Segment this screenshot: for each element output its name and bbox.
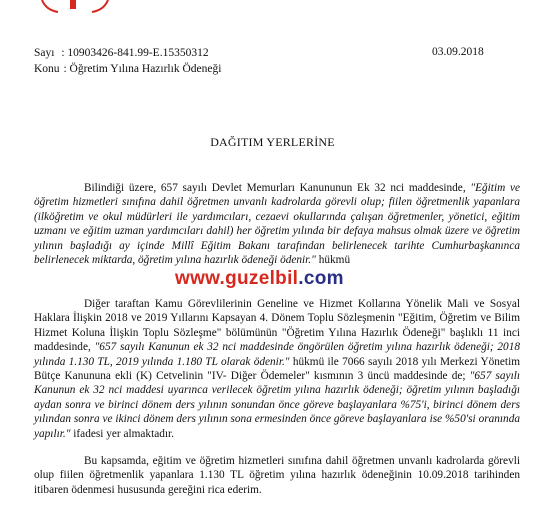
paragraph-3 [34, 454, 520, 497]
paragraph-1-lead: Bilindiği üzere, 657 sayılı Devlet Memurları Kanununun Ek 32 nci maddesinde, [84, 182, 471, 194]
paragraph-1-tail: hükmü [315, 254, 351, 267]
sayi-label: Sayı [34, 47, 55, 59]
paragraph-2-text-3: ifadesi yer almaktadır. [70, 427, 174, 440]
paragraph-2-quote-2: "657 sayılı Kanunun ek 32 nci maddesi uyarınca verilecek öğretim yılına hazırlık ödeneği; öğretim yılının başladığı aydan sonra ve birinci dönem ders yılının sonundan önce göreve başlayanlara %75'i, birinci dönem ders yılından sonra ve ikinci dönem ders yılının sona ermesinden önce göreve başlayanlara ise %50'si oranında yapılır." [34, 370, 520, 440]
paragraph-2-text-1: Diğer taraftan Kamu Görevlilerinin Geneline ve Hizmet Kollarına Yönelik Mali ve Sosyal Haklara İlişkin 2018 ve 2019 Yıllarını Kapsayan 4. Dönem Toplu Sözleşmenin "Eğitim, Öğretim ve Bilim Hizmet Koluna İlişkin Toplu Sözleşme" bölümünün "Öğretim Yılına Hazırlık Ödeneği" başlıklı 11 inci maddesinde, [34, 298, 520, 354]
konu-line [34, 62, 221, 76]
paragraph-1-quote: "Eğitim ve öğretim hizmetleri sınıfına dahil öğretmen unvanlı kadrolarda görevli olup; fiilen öğretmenlik yapanlara (ilköğretim ve okul müdürleri ile yardımcıları, cezaevi okullarında çalışan öğretmenler, yönetici, eğitim uzmanı ve eğitim uzman yardımcıları dahil) her öğretim yılında bir defaya mahsus olmak üzere ve öğretim yılının başladığı ay içinde Millî Eğitim Bakanı tarafından belirlenecek tarihte Cumhurbaşkanınca belirlenecek miktarda, öğretim yılına hazırlık ödeneği ödenir." [34, 182, 520, 267]
watermark-name: guzelbil [225, 268, 299, 289]
paragraph-2 [34, 297, 520, 441]
konu-value: : Öğretim Yılına Hazırlık Ödeneği [63, 63, 222, 75]
ministry-logo-icon [40, 0, 110, 14]
watermark-www: www. [175, 268, 226, 289]
site-watermark [175, 268, 344, 290]
paragraph-1 [34, 181, 520, 267]
konu-label: Konu [34, 63, 60, 75]
sayi-value: : 10903426-841.99-E.15350312 [61, 47, 209, 59]
watermark-domain: .com [298, 268, 344, 289]
document-date: 03.09.2018 [432, 46, 484, 58]
sayi-line [34, 46, 209, 60]
paragraph-2-quote-1: "657 sayılı Kanunun ek 32 nci maddesinde öngörülen öğretim yılına hazırlık ödeneği; 2018 yılında 1.130 TL, 2019 yılında 1.180 TL olarak ödenir." [34, 341, 520, 368]
distribution-title: DAĞITIM YERLERİNE [210, 135, 335, 149]
paragraph-2-text-2: hükmü ile 7066 sayılı 2018 yılı Merkezi Yönetim Bütçe Kanununa ekli (K) Cetvelinin "IV- Diğer Ödemeler" kısmının 3 üncü maddesinde de; [34, 355, 520, 383]
paragraph-3-text: Bu kapsamda, eğitim ve öğretim hizmetleri sınıfına dahil öğretmen unvanlı kadrolarda görevli olup fiilen öğretmenlik yapanlara 1.130 TL öğretim yılına hazırlık ödeneğinin 10.09.2018 tarihinden itibaren ödenmesi hususunda gereğini rica ederim. [34, 455, 520, 496]
